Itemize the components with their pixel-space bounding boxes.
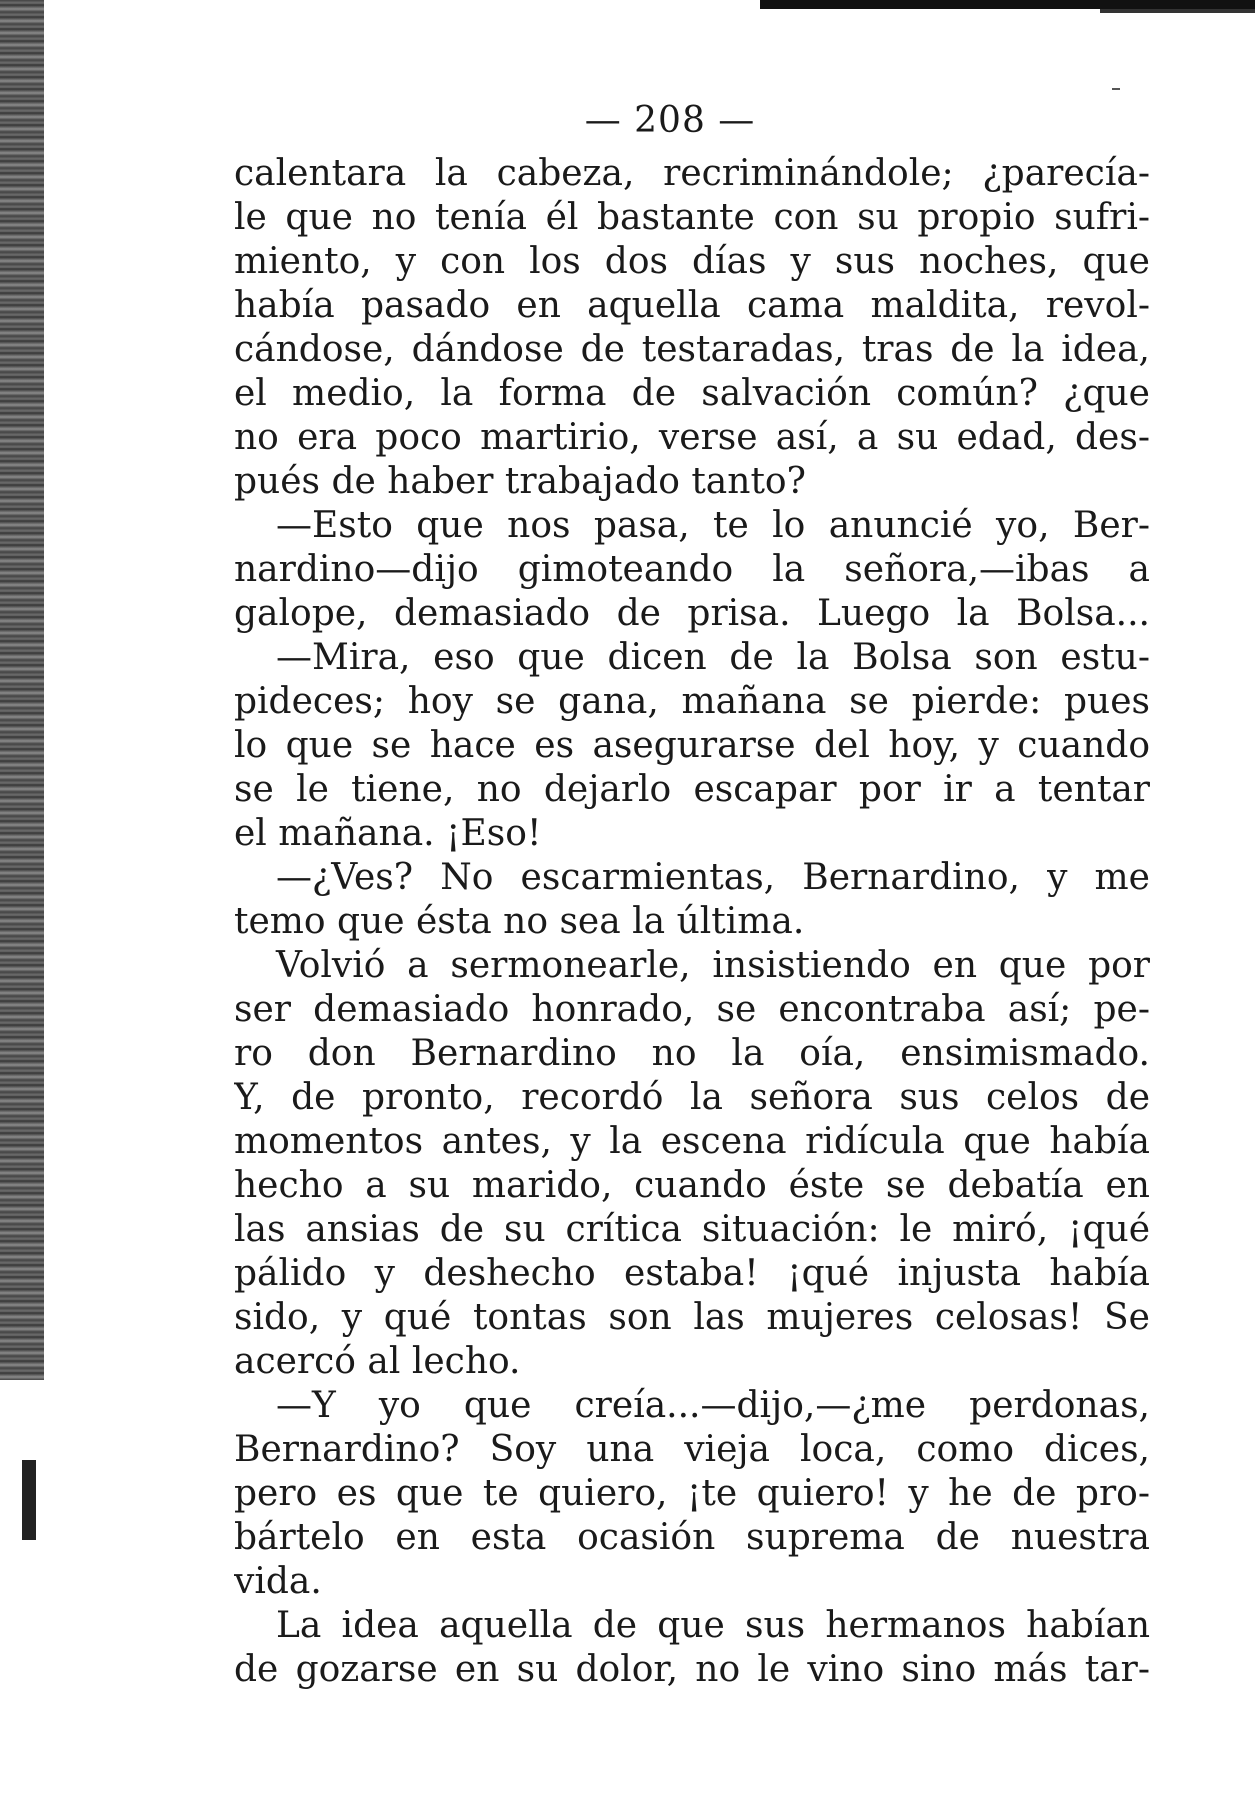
text-line: sido, y qué tontas son las mujeres celosas! Se (234, 1297, 1150, 1338)
text-line: no era poco martirio, verse así, a su edad, des- (234, 417, 1150, 458)
text-line: momentos antes, y la escena ridícula que había (234, 1121, 1150, 1162)
text-line: —Esto que nos pasa, te lo anuncié yo, Ber- (276, 505, 1150, 546)
body-text (234, 152, 1150, 1692)
text-line: Y, de pronto, recordó la señora sus celos de (234, 1077, 1150, 1118)
text-line: galope, demasiado de prisa. Luego la Bolsa... (234, 593, 1150, 634)
text-line: lo que se hace es asegurarse del hoy, y cuando (234, 725, 1150, 766)
text-line: ser demasiado honrado, se encontraba así; pe- (234, 989, 1150, 1030)
text-line: —Mira, eso que dicen de la Bolsa son estu- (276, 637, 1150, 678)
text-line: ro don Bernardino no la oía, ensimismado. (234, 1033, 1150, 1074)
binding-edge-shadow (0, 0, 44, 1380)
text-line: pideces; hoy se gana, mañana se pierde: pues (234, 681, 1150, 722)
binding-edge-mark (22, 1460, 36, 1540)
text-line: miento, y con los dos días y sus noches, que (234, 241, 1150, 282)
text-line: pero es que te quiero, ¡te quiero! y he de pro- (234, 1473, 1150, 1514)
page-number: — 208 — (584, 100, 756, 141)
text-line: La idea aquella de que sus hermanos habían (276, 1605, 1150, 1646)
text-line: —Y yo que creía...—dijo,—¿me perdonas, (276, 1385, 1150, 1426)
text-line: bártelo en esta ocasión suprema de nuestra (234, 1517, 1150, 1558)
text-line: temo que ésta no sea la última. (234, 901, 805, 942)
text-line: el medio, la forma de salvación común? ¿que (234, 373, 1150, 414)
text-line: acercó al lecho. (234, 1341, 521, 1382)
text-line: las ansias de su crítica situación: le miró, ¡qué (234, 1209, 1150, 1250)
text-line: de gozarse en su dolor, no le vino sino más tar- (234, 1649, 1150, 1690)
text-line: hecho a su marido, cuando éste se debatía en (234, 1165, 1150, 1206)
text-line: pués de haber trabajado tanto? (234, 461, 806, 502)
text-line: cándose, dándose de testaradas, tras de la idea, (234, 329, 1150, 370)
text-line: —¿Ves? No escarmientas, Bernardino, y me (276, 857, 1150, 898)
top-rule-thin (1100, 9, 1255, 13)
text-line: le que no tenía él bastante con su propio sufri- (234, 197, 1150, 238)
text-line: vida. (234, 1561, 322, 1602)
text-line: calentara la cabeza, recriminándole; ¿parecía- (234, 153, 1150, 194)
text-line: se le tiene, no dejarlo escapar por ir a tentar (234, 769, 1150, 810)
text-line: Volvió a sermonearle, insistiendo en que por (276, 945, 1150, 986)
text-line: había pasado en aquella cama maldita, revol- (234, 285, 1150, 326)
text-line: pálido y deshecho estaba! ¡qué injusta había (234, 1253, 1150, 1294)
top-rule (760, 0, 1255, 9)
text-line: Bernardino? Soy una vieja loca, como dices, (234, 1429, 1150, 1470)
stray-ink-mark (1112, 88, 1120, 90)
text-line: nardino—dijo gimoteando la señora,—ibas a (234, 549, 1150, 590)
text-line: el mañana. ¡Eso! (234, 813, 542, 854)
